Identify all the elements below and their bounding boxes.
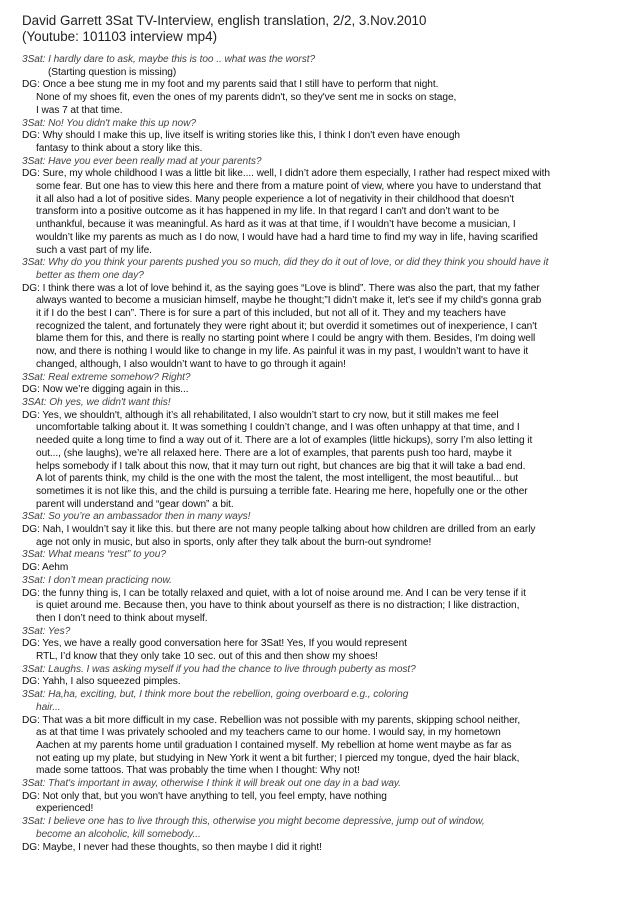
answer-block	[22, 638, 628, 663]
transcript-line: better as them one day?	[36, 269, 144, 281]
transcript-line: None of my shoes fit, even the ones of my parents didn't, so they've sent me in socks on stage,	[36, 92, 457, 104]
transcript-line: needed quite a long time to find a way out of it. There are a lot of examples (little hickups), sorry I’m also letting it	[36, 435, 533, 447]
transcript-line: as at that time I was privately schooled and my teachers came to our home. I would say, in my hometown	[36, 727, 501, 739]
transcript-line: some fear. But one has to view this here and there from a mature point of view, where you have to understand that	[36, 181, 541, 193]
answer-block	[22, 384, 628, 397]
transcript-line: DG: Once a bee stung me in my foot and my parents said that I still have to perform that night.	[22, 79, 439, 91]
transcript-line: 3Sat: Ha,ha, exciting, but, I think more bout the rebellion, going overboard e.g., coloring	[22, 689, 409, 701]
transcript-line: out..., (she laughs), we’re all relaxed here. There are a lot of examples, that parents push too hard, maybe it	[36, 447, 512, 459]
transcript-line: is quiet around me. Because then, you have to think about yourself as there is no distraction; I like distraction,	[36, 600, 520, 612]
transcript-body	[22, 54, 628, 854]
transcript-line: (Starting question is missing)	[48, 66, 177, 78]
transcript-line: 3Sat: No! You didn't make this up now?	[22, 117, 196, 129]
transcript-line: 3Sat: So you’re an ambassador then in many ways!	[22, 511, 251, 523]
transcript-line: DG: Sure, my whole childhood I was a little bit like.... well, I didn’t adore them especially, I rather had respect mixed with	[22, 168, 550, 180]
transcript-line: become an alcoholic, kill somebody...	[36, 828, 201, 840]
transcript-line: DG: Nah, I wouldn’t say it like this. but there are not many people talking about how children are drilled from an early	[22, 524, 536, 536]
transcript-line: 3SAt: Oh yes, we didn't want this!	[22, 396, 171, 408]
answer-block	[22, 562, 628, 575]
transcript-line: 3Sat: I hardly dare to ask, maybe this is too .. what was the worst?	[22, 54, 316, 65]
transcript-line: 3Sat: I believe one has to live through this, otherwise you might become depressive, jump out of window,	[22, 816, 485, 828]
transcript-line: 3Sat: Why do you think your parents pushed you so much, did they do it out of love, or did they think you should have it	[22, 257, 549, 269]
answer-block	[22, 524, 628, 549]
transcript-line: parent will understand and “gear down” a bit.	[36, 498, 234, 510]
transcript-line: changed, although, I also wouldn’t want to have to go through it again!	[36, 358, 346, 370]
transcript-line: 3Sat: Real extreme somehow? Right?	[22, 371, 191, 383]
transcript-line: DG: Now we’re digging again in this...	[22, 384, 189, 396]
transcript-line: such a vast part of my life.	[36, 244, 152, 256]
answer-block	[22, 130, 628, 155]
transcript-line: DG: That was a bit more difficult in my case. Rebellion was not possible with my parents, skipping school neither,	[22, 714, 521, 726]
transcript-line: I was 7 at that time.	[36, 104, 123, 116]
question-block	[22, 118, 628, 131]
question-block	[22, 816, 628, 841]
transcript-line: DG: Yes, we have a really good conversation here for 3Sat! Yes, If you would represent	[22, 638, 407, 650]
question-block	[22, 397, 628, 410]
answer-block	[22, 676, 628, 689]
transcript-line: DG: Yahh, I also squeezed pimples.	[22, 676, 181, 688]
transcript-line: fantasy to think about a story like this.	[36, 142, 203, 154]
question-block	[22, 689, 628, 714]
answer-block	[22, 79, 628, 117]
transcript-line: always wanted to become a musician himself, maybe he thought;”I didn’t make it, let's see if my child's gonna grab	[36, 295, 542, 307]
question-block	[22, 664, 628, 677]
transcript-line: now, and there is nothing I would like to change in my life. As painful it was in my past, I wouldn’t want to have it	[36, 346, 529, 358]
question-block	[22, 549, 628, 562]
transcript-line: DG: Yes, we shouldn't, although it’s all rehabilitated, I also wouldn’t start to cry now, but it still makes me feel	[22, 409, 499, 421]
transcript-line: 3Sat: I don’t mean practicing now.	[22, 574, 172, 586]
transcript-line: transform into a positive outcome as it has happened in my life. In that regard I can't and don’t want to be	[36, 206, 500, 218]
question-block	[22, 372, 628, 385]
answer-block	[22, 588, 628, 626]
transcript-line: 3Sat: Have you ever been really mad at your parents?	[22, 155, 262, 167]
document-title: David Garrett 3Sat TV-Interview, english translation, 2/2, 3.Nov.2010	[22, 13, 427, 28]
transcript-line: not eating up my plate, but studying in New York it went a bit further; I pierced my tongue, dyed the hair black,	[36, 752, 520, 764]
transcript-line: helps somebody if I talk about this now, that it may turn out right, but chances are big that it will take a bad end.	[36, 460, 526, 472]
transcript-line: RTL, I’d know that they only take 10 sec. out of this and then show my shoes!	[36, 651, 378, 663]
transcript-line: 3Sat: That's important in away, otherwise I think it will break out one day in a bad way.	[22, 778, 401, 790]
transcript-line: 3Sat: What means “rest” to you?	[22, 549, 166, 561]
transcript-line: unthankful, because it was meaningful. As hard as it was at that time, if I wouldn’t have become a musician, I	[36, 219, 516, 231]
transcript-line: recognized the talent, and fortunately they were right about it; but overdid it sometimes out of inexperience, I can't	[36, 320, 537, 332]
transcript-line: DG: I think there was a lot of love behind it, as the saying goes “Love is blind”. There was also the part, that my father	[22, 282, 540, 294]
question-block	[22, 778, 628, 791]
question-block	[22, 626, 628, 639]
editor-note	[22, 67, 628, 80]
transcript-line: Aachen at my parents home until graduation I contained myself. My rebellion at home went maybe as far as	[36, 739, 512, 751]
transcript-line: it if I do the best I can”. There is for sure a part of this included, but not all of it. They and my teachers have	[36, 308, 506, 320]
transcript-line: uncomfortable talking about it. It was something I couldn’t change, and I was often unhappy at that time, and I	[36, 422, 520, 434]
transcript-line: DG: Not only that, but you won't have anything to tell, you feel empty, have nothing	[22, 790, 387, 802]
transcript-page	[22, 13, 628, 854]
answer-block	[22, 283, 628, 372]
transcript-line: DG: Aehm	[22, 562, 69, 574]
document-subtitle: (Youtube: 101103 interview mp4)	[22, 29, 218, 44]
question-block	[22, 54, 628, 67]
transcript-line: DG: Why should I make this up, live itself is writing stories like this, I think I don't even have enough	[22, 130, 460, 142]
answer-block	[22, 791, 628, 816]
transcript-line: it all also had a lot of positive sides. Many people experience a lot of negativity in their childhood that doesn't	[36, 193, 514, 205]
transcript-line: then I don’t need to think about myself.	[36, 612, 208, 624]
transcript-line: 3Sat: Laughs. I was asking myself if you had the chance to live through puberty as most?	[22, 663, 416, 675]
question-block	[22, 156, 628, 169]
title-spacer	[22, 45, 628, 54]
transcript-line: 3Sat: Yes?	[22, 625, 71, 637]
transcript-line: A lot of parents think, my child is the one with the most the talent, the most intelligent, the most beautiful... but	[36, 473, 519, 485]
transcript-line: age not only in music, but also in sports, only after they talk about the burn-out syndrome!	[36, 536, 432, 548]
transcript-line: DG: Maybe, I never had these thoughts, so then maybe I did it right!	[22, 841, 322, 853]
transcript-line: made some tattoos. That was probably the time when I thought: Why not!	[36, 765, 360, 777]
transcript-line: wouldn’t like my parents as much as I do now, I would have had a hard time to find my way in life, having scarified	[36, 231, 538, 243]
transcript-line: sometimes it is not like this, and the child is pursuing a terrible fate. Hearing me here, hopefully one or the other	[36, 485, 528, 497]
transcript-line: hair...	[36, 701, 61, 713]
answer-block	[22, 715, 628, 779]
transcript-line: experienced!	[36, 803, 94, 815]
answer-block	[22, 168, 628, 257]
question-block	[22, 511, 628, 524]
question-block	[22, 257, 628, 282]
transcript-line: DG: the funny thing is, I can be totally relaxed and quiet, with a lot of noise around me. And I can be very tense if it	[22, 587, 526, 599]
transcript-line: blame them for this, and there is really no starting point where I could be angry with them. Besides, I'm doing well	[36, 333, 536, 345]
question-block	[22, 575, 628, 588]
answer-block	[22, 410, 628, 512]
answer-block	[22, 842, 628, 855]
